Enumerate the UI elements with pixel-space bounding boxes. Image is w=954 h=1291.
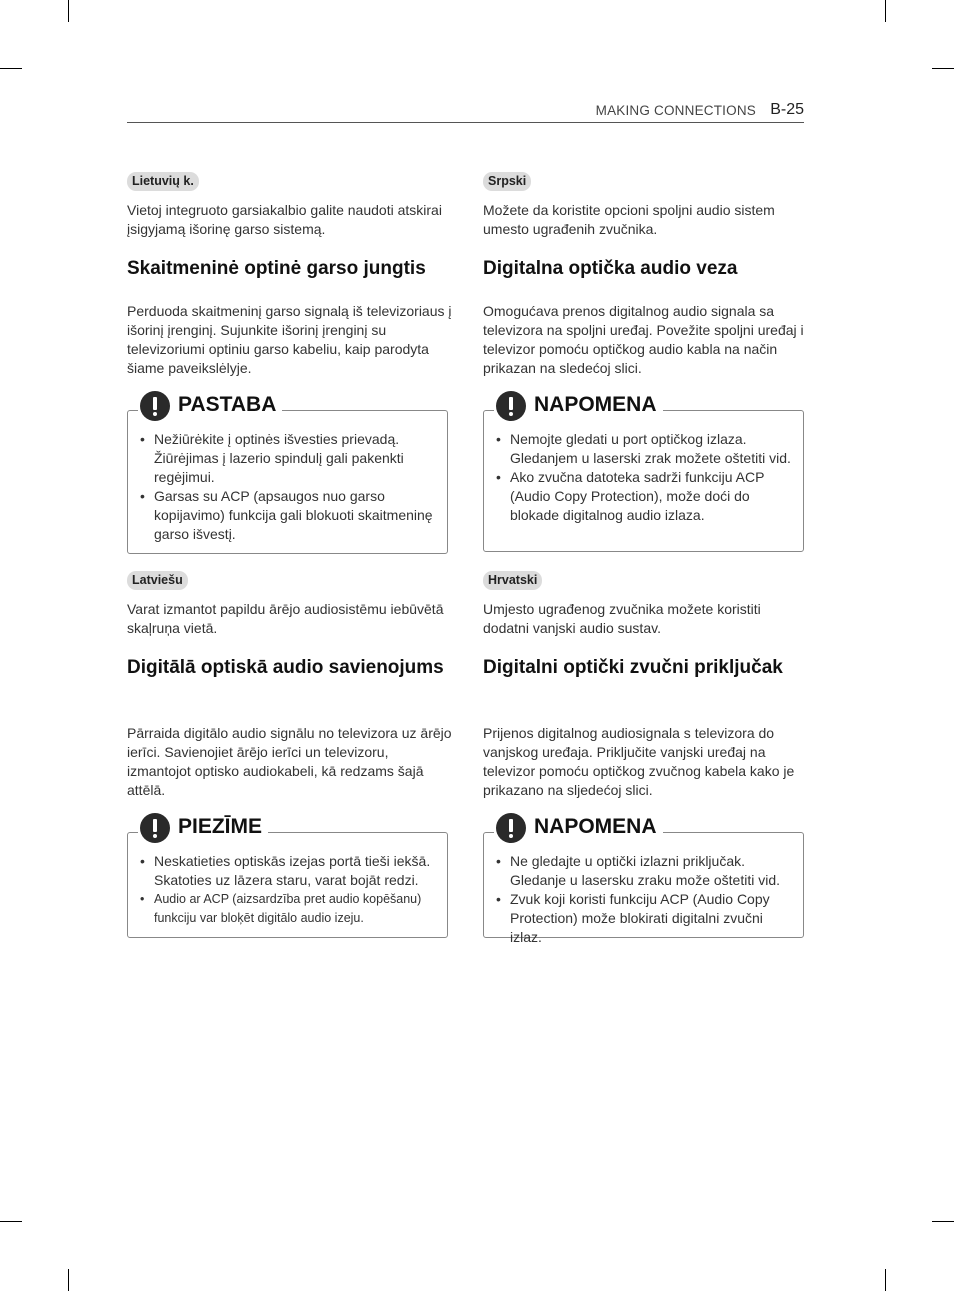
section-heading: Digitalni optički zvučni priključak bbox=[483, 657, 783, 678]
crop-mark bbox=[932, 68, 954, 69]
list-item: • Audio ar ACP (aizsardzība pret audio kopēšanu) funkciju var bloķēt digitālo audio izeju. bbox=[140, 890, 440, 928]
section-heading: Skaitmeninė optinė garso jungtis bbox=[127, 258, 426, 279]
note-label: NAPOMENA bbox=[534, 393, 657, 416]
note-title bbox=[138, 391, 282, 421]
body-text: Pārraida digitālo audio signālu no televizora uz ārējo ierīci. Savienojiet ārējo ierīci un televizoru, izmantojot optisko audiokabeli, kā redzams šajā attēlā. bbox=[127, 725, 452, 798]
intro-text: Umjesto ugrađenog zvučnika možete koristiti dodatni vanjski audio sustav. bbox=[483, 601, 761, 636]
warning-icon bbox=[140, 391, 170, 421]
language-tag-latvian: Latviešu bbox=[127, 571, 188, 590]
body-text: Perduoda skaitmeninį garso signalą iš televizoriaus į išorinį įrenginį. Sujunkite išorinį įrenginį su televizoriumi optiniu garso kabeliu, kaip parodyta šiame paveikslėlyje. bbox=[127, 303, 452, 376]
note-box bbox=[483, 815, 804, 945]
language-tag-serbian: Srpski bbox=[483, 172, 531, 191]
list-item: • Zvuk koji koristi funkciju ACP (Audio Copy Protection) može blokirati digitalni zvučni izlaz. bbox=[496, 890, 796, 947]
list-item: • Nemojte gledati u port optičkog izlaza. Gledanjem u laserski zrak možete oštetiti vid. bbox=[496, 430, 796, 468]
note-list bbox=[496, 430, 796, 525]
crop-mark bbox=[885, 0, 886, 22]
body-text: Prijenos digitalnog audiosignala s televizora do vanjskog uređaja. Priključite vanjski uređaj na televizor pomoću optičkog zvučnog kabela kako je prikazano na sljedećoj slici. bbox=[483, 725, 795, 798]
note-box bbox=[127, 393, 448, 554]
note-box bbox=[127, 815, 448, 938]
note-label: NAPOMENA bbox=[534, 815, 657, 838]
section-heading: Digitālā optiskā audio savienojums bbox=[127, 657, 444, 678]
crop-mark bbox=[885, 1269, 886, 1291]
section-title: MAKING CONNECTIONS bbox=[595, 103, 756, 118]
warning-icon bbox=[496, 813, 526, 843]
list-item: • Ako zvučna datoteka sadrži funkciju ACP (Audio Copy Protection), može doći do blokade digitalnog audio izlaza. bbox=[496, 468, 796, 525]
warning-icon bbox=[140, 813, 170, 843]
note-list bbox=[496, 852, 796, 947]
note-label: PIEZĪME bbox=[178, 815, 263, 838]
list-item: • Nežiūrėkite į optinės išvesties prievadą. Žiūrėjimas į lazerio spindulį gali pakenkti regėjimui. bbox=[140, 430, 440, 487]
note-label: PASTABA bbox=[178, 393, 277, 416]
crop-mark bbox=[0, 68, 22, 69]
list-item: • Ne gledajte u optički izlazni priključak. Gledanje u lasersku zraku može oštetiti vid. bbox=[496, 852, 796, 890]
intro-text: Vietoj integruoto garsiakalbio galite naudoti atskirai įsigyjamą išorinę garso sistemą. bbox=[127, 202, 442, 237]
page-number: B-25 bbox=[770, 101, 804, 118]
note-title bbox=[138, 813, 268, 843]
crop-mark bbox=[68, 0, 69, 22]
warning-icon bbox=[496, 391, 526, 421]
note-list bbox=[140, 852, 440, 928]
note-title bbox=[494, 813, 663, 843]
intro-text: Možete da koristite opcioni spoljni audio sistem umesto ugrađenih zvučnika. bbox=[483, 202, 775, 237]
note-title bbox=[494, 391, 663, 421]
section-heading: Digitalna optička audio veza bbox=[483, 258, 738, 279]
intro-text: Varat izmantot papildu ārējo audiosistēmu iebūvētā skaļruņa vietā. bbox=[127, 601, 444, 636]
note-list bbox=[140, 430, 440, 544]
language-tag-croatian: Hrvatski bbox=[483, 571, 542, 590]
crop-mark bbox=[68, 1269, 69, 1291]
list-item: • Garsas su ACP (apsaugos nuo garso kopijavimo) funkcija gali blokuoti skaitmeninę garso išvestį. bbox=[140, 487, 440, 544]
page-header bbox=[127, 100, 804, 123]
crop-mark bbox=[932, 1221, 954, 1222]
note-box bbox=[483, 393, 804, 552]
list-item: • Neskatieties optiskās izejas portā tieši iekšā. Skatoties uz lāzera staru, varat bojāt redzi. bbox=[140, 852, 440, 890]
body-text: Omogućava prenos digitalnog audio signala sa televizora na spoljni uređaj. Povežite spoljni uređaj i televizor pomoću optičkog audio kabla na način prikazan na sledećoj slici. bbox=[483, 303, 804, 376]
language-tag-lithuanian: Lietuvių k. bbox=[127, 172, 199, 191]
crop-mark bbox=[0, 1221, 22, 1222]
